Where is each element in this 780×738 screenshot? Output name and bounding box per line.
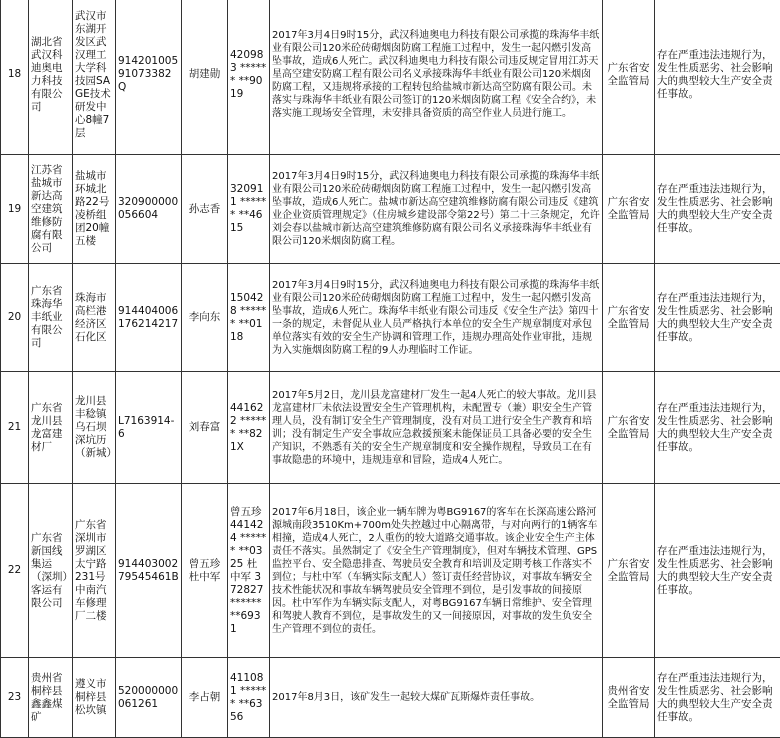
unit-name: 广东省珠海华丰纸业有限公司 (29, 264, 73, 372)
table-row (1, 155, 780, 264)
issuing-department: 广东省安全监管局 (603, 372, 655, 484)
table-row (1, 0, 780, 155)
table-row (1, 372, 780, 484)
table-row (1, 658, 780, 738)
credit-code: 914404006 176214217 (116, 264, 182, 372)
legal-person: 胡建勋 (182, 0, 228, 155)
violation-facts: 2017年3月4日9时15分，武汉科迪奥电力科技有限公司承揽的珠海华丰纸业有限公司120米砼砖砌烟囱防腐工程施工过程中，发生一起闪燃引发高坠事故，造成6人死亡。珠海华丰纸业有限公司违反《安全生产法》第四十一条的规定，未督促从业人员严格执行本单位的安全生产规章制度对承包单位落实有效的安全生产协调和管理工作，违规办理高处作业审批，违规为入实施烟囱防腐工程的9人办理临时工作证。 (270, 264, 603, 372)
row-number: 19 (1, 155, 29, 264)
legal-person: 李占朝 (182, 658, 228, 738)
table-row (1, 484, 780, 658)
unit-name: 江苏省盐城市新达高空建筑维修防腐有限公司 (29, 155, 73, 264)
violation-facts: 2017年8月3日，该矿发生一起较大煤矿瓦斯爆炸责任事故。 (270, 658, 603, 738)
unit-name: 湖北省武汉科迪奥电力科技有限公司 (29, 0, 73, 155)
registered-address: 遵义市桐梓县松坎镇 (73, 658, 116, 738)
inclusion-reason: 存在严重违法违规行为，发生性质恶劣、社会影响大的典型较大生产安全责任事故。 (655, 372, 780, 484)
issuing-department: 广东省安全监管局 (603, 155, 655, 264)
unit-name: 广东省新国线集运（深圳）客运有限公司 (29, 484, 73, 658)
issuing-department: 贵州省安全监管局 (603, 658, 655, 738)
inclusion-reason: 存在严重违法违规行为，发生性质恶劣、社会影响大的典型较大生产安全责任事故。 (655, 658, 780, 738)
unit-name: 广东省龙川县龙富建材厂 (29, 372, 73, 484)
id-number: 曾五珍 441424 ****** **0325 杜中军 372827 ****** **6931 (228, 484, 270, 658)
credit-code: 320900000 056604 (116, 155, 182, 264)
legal-person: 李向东 (182, 264, 228, 372)
registered-address: 珠海市高栏港经济区石化区 (73, 264, 116, 372)
id-number: 420983 ****** **9019 (228, 0, 270, 155)
inclusion-reason: 存在严重违法违规行为，发生性质恶劣、社会影响大的典型较大生产安全责任事故。 (655, 155, 780, 264)
credit-code: 914201005 91073382Q (116, 0, 182, 155)
registered-address: 武汉市东湖开发区武汉理工大学科技园SAGE技术研发中心8幢7层 (73, 0, 116, 155)
inclusion-reason: 存在严重违法违规行为，发生性质恶劣、社会影响大的典型较大生产安全责任事故。 (655, 264, 780, 372)
violation-facts: 2017年3月4日9时15分，武汉科迪奥电力科技有限公司承揽的珠海华丰纸业有限公司120米砼砖砌烟囱防腐工程施工过程中，发生一起闪燃引发高坠事故，造成6人死亡。盐城市新达高空建筑维修防腐有限公司违反《建筑业企业资质管理规定》（住房城乡建设部令第22号）第二十三条规定，允许刘会春以盐城市新达高空建筑维修防腐有限公司名义承接珠海华丰纸业有限公司120米烟囱防腐工程。 (270, 155, 603, 264)
credit-code: 520000000 061261 (116, 658, 182, 738)
id-number: 150428 ****** **0118 (228, 264, 270, 372)
registered-address: 盐城市环城北路22号凌桥组团20幢五楼 (73, 155, 116, 264)
credit-code: 914403002 79545461B (116, 484, 182, 658)
issuing-department: 广东省安全监管局 (603, 264, 655, 372)
table-row (1, 264, 780, 372)
legal-person: 刘春富 (182, 372, 228, 484)
issuing-department: 广东省安全监管局 (603, 0, 655, 155)
legal-person: 曾五珍 杜中军 (182, 484, 228, 658)
row-number: 18 (1, 0, 29, 155)
id-number: 411081 ****** **6356 (228, 658, 270, 738)
registered-address: 龙川县丰稔镇乌石坝深坑历（新城） (73, 372, 116, 484)
violation-facts: 2017年3月4日9时15分，武汉科迪奥电力科技有限公司承揽的珠海华丰纸业有限公司120米砼砖砌烟囱防腐工程施工过程中，发生一起闪燃引发高坠事故，造成6人死亡。武汉科迪奥电力科技有限公司违反规定冒用江苏天星高空建安防腐工程有限公司名义承接珠海华丰纸业有限公司120米烟囱防腐工程，又违规将承接的工程转包给盐城市新达高空防腐有限公司。未落实与珠海华丰纸业有限公司签订的120米烟囱防腐工程《安全合约》，未落实施工现场安全管理，未安排具备资质的高空作业人员进行施工。 (270, 0, 603, 155)
row-number: 20 (1, 264, 29, 372)
id-number: 320911 ****** **4615 (228, 155, 270, 264)
id-number: 441622 ****** **821X (228, 372, 270, 484)
unit-name: 贵州省桐梓县鑫鑫煤矿 (29, 658, 73, 738)
row-number: 21 (1, 372, 29, 484)
registered-address: 广东省深圳市罗湖区太宁路231号中南汽车修理厂二楼 (73, 484, 116, 658)
legal-person: 孙志香 (182, 155, 228, 264)
row-number: 22 (1, 484, 29, 658)
inclusion-reason: 存在严重违法违规行为，发生性质恶劣、社会影响大的典型较大生产安全责任事故。 (655, 0, 780, 155)
violation-facts: 2017年6月18日，该企业一辆车牌为粤BG9167的客车在长深高速公路河源城南段3510Km+700m处失控越过中心隔离带，与对向两行的1辆客车相撞，造成4人死亡，2人重伤的较大道路交通事故。该企业安全生产主体责任不落实。虽然制定了《安全生产管理制度》，但对车辆技术管理、GPS监控平台、安全隐患排查、驾驶员安全教育和培训及定期考核工作落实不到位；与杜中军（车辆实际支配人）签订责任经营协议，对事故车辆安全技术性能状况和事故车辆驾驶员安全管理不到位，是引发事故的间接原因。杜中军作为车辆实际支配人，对粤BG9167车辆日常维护、安全管理和驾驶人教育不到位，是事故发生的又一间接原因，对事故的发生负安全生产管理不到位的责任。 (270, 484, 603, 658)
row-number: 23 (1, 658, 29, 738)
issuing-department: 广东省安全监管局 (603, 484, 655, 658)
inclusion-reason: 存在严重违法违规行为，发生性质恶劣、社会影响大的典型较大生产安全责任事故。 (655, 484, 780, 658)
violation-facts: 2017年5月2日，龙川县龙富建材厂发生一起4人死亡的较大事故。龙川县龙富建材厂未依法设置安全生产管理机构，未配置专（兼）职安全生产管理人员，没有制订安全生产管理制度，没有对员工进行安全生产教育和培训；没有制定生产安全事故应急救援预案未能保证员工具备必要的安全生产知识，不熟悉有关的安全生产规章制度和安全操作规程，导致员工在有事故隐患的环境中，违规违章和冒险，造成4人死亡。 (270, 372, 603, 484)
credit-code: L7163914-6 (116, 372, 182, 484)
